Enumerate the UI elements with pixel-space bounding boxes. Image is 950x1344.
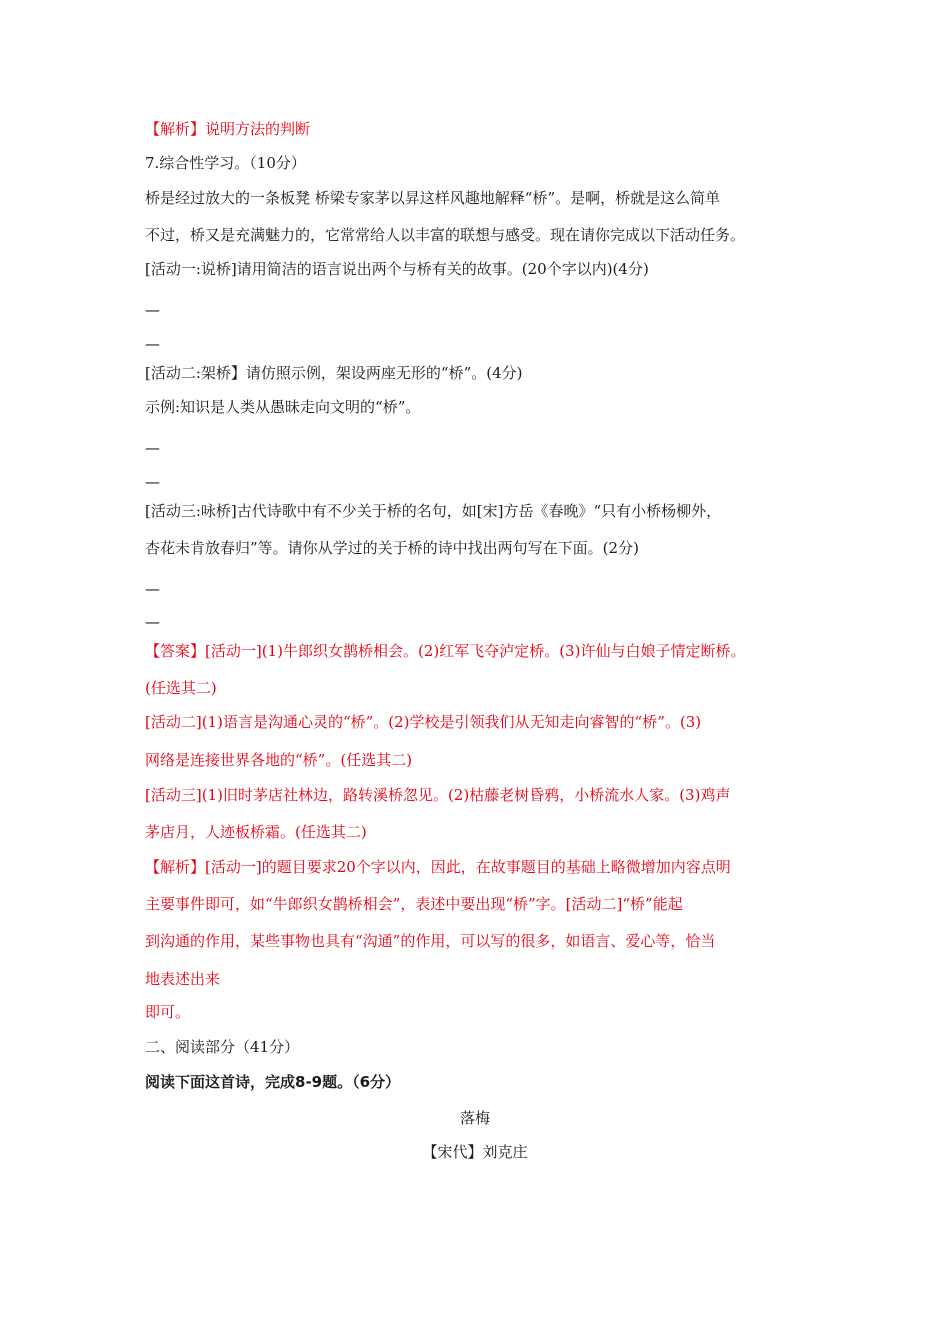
text-line: 地表述出来 bbox=[145, 970, 221, 988]
text-line: [活动三](1)旧时茅店社林边，路转溪桥忽见。(2)枯藤老树昏鸦，小桥流水人家。(3)鸡声 bbox=[145, 786, 731, 804]
text-line: 杏花未肯放春归”等。请你从学过的关于桥的诗中找出两句写在下面。(2分) bbox=[145, 539, 639, 557]
text-line: 主要事件即可，如“牛郎织女鹊桥相会”，表述中要出现“桥”字。[活动二]“桥”能起 bbox=[145, 895, 683, 913]
text-line: 阅读下面这首诗，完成8-9题。（6分） bbox=[145, 1073, 401, 1091]
text-line: 不过，桥又是充满魅力的，它常常给人以丰富的联想与感受。现在请你完成以下活动任务。 bbox=[145, 226, 746, 244]
text-line: [活动三:咏桥]古代诗歌中有不少关于桥的名句，如[宋]方岳《春晚》“只有小桥杨柳外， bbox=[145, 502, 722, 520]
text-line: 【答案】[活动一](1)牛郎织女鹊桥相会。(2)红军飞夺泸定桥。(3)许仙与白娘子情定断桥。 bbox=[145, 642, 746, 660]
text-line: 【解析】[活动一]的题目要求20个字以内，因此，在故事题目的基础上略微增加内容点明 bbox=[145, 858, 731, 876]
text-line: [活动二](1)语言是沟通心灵的“桥”。(2)学校是引领我们从无知走向睿智的“桥”。(3) bbox=[145, 713, 702, 731]
text-line: 【解析】说明方法的判断 bbox=[145, 120, 311, 138]
text-line: 7.综合性学习。（10分） bbox=[145, 154, 306, 172]
answer-blank-line: — bbox=[145, 473, 160, 491]
poem-heading: 落梅 bbox=[459, 1109, 490, 1127]
text-line: 桥是经过放大的一条板凳 桥梁专家茅以昇这样风趣地解释“桥”。是啊，桥就是这么简单 bbox=[145, 189, 721, 207]
answer-blank-line: — bbox=[145, 580, 160, 598]
text-line: 示例:知识是人类从愚昧走向文明的“桥”。 bbox=[145, 398, 421, 416]
poem-heading: 【宋代】刘克庄 bbox=[422, 1143, 528, 1161]
text-line: 即可。 bbox=[145, 1003, 191, 1021]
text-line: [活动二:架桥】请仿照示例，架设两座无形的“桥”。(4分) bbox=[145, 364, 523, 382]
answer-blank-line: — bbox=[145, 439, 160, 457]
answer-blank-line: — bbox=[145, 335, 160, 353]
answer-blank-line: — bbox=[145, 301, 160, 319]
text-line: 茅店月，人迹板桥霜。(任选其二) bbox=[145, 823, 367, 841]
text-line: [活动一:说桥]请用简洁的语言说出两个与桥有关的故事。(20个字以内)(4分) bbox=[145, 260, 649, 278]
text-line: 二、阅读部分（41分） bbox=[145, 1038, 300, 1056]
text-line: 到沟通的作用，某些事物也具有“沟通”的作用，可以写的很多，如语言、爱心等，恰当 bbox=[145, 932, 716, 950]
answer-blank-line: — bbox=[145, 613, 160, 631]
text-line: 网络是连接世界各地的“桥”。(任选其二) bbox=[145, 751, 413, 769]
text-line: (任选其二) bbox=[145, 679, 217, 697]
